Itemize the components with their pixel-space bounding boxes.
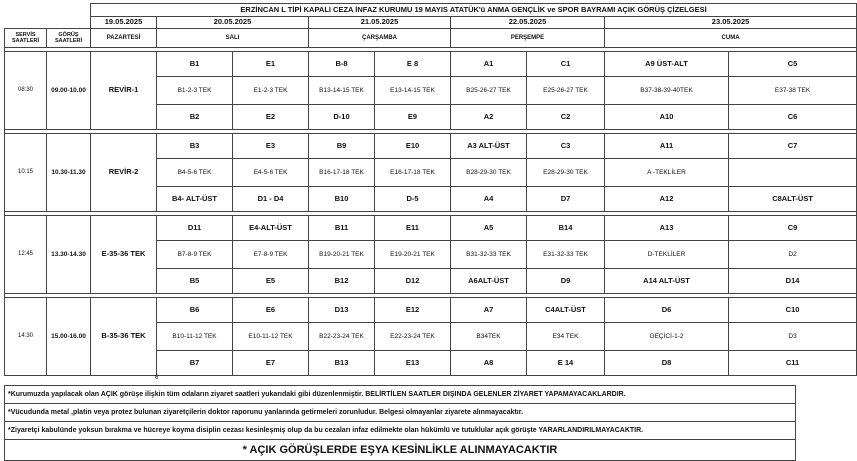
schedule-row <box>5 298 857 323</box>
ward-cell: E6 <box>233 298 309 323</box>
ward-cell: B-8 <box>309 52 375 77</box>
ward-cell: D7 <box>527 187 605 212</box>
ward-cell: B10-11-12 TEK <box>157 323 233 351</box>
ward-cell: D3 <box>729 323 857 351</box>
note-discipline: *Ziyaretçi kabulünde yoksun bırakma ve hücreye koyma disiplin cezası kesinleşmiş olup da bu cezaları infaz edilmekte olan hükümlü ve tutuklular açık görüşte YARARLANDIRILMAYACAKTIR. <box>5 422 795 440</box>
ward-cell: C8ALT-ÜST <box>729 187 857 212</box>
ward-cell: B28-29-30 TEK <box>451 159 527 187</box>
schedule-row <box>5 134 857 159</box>
ward-cell: A -TEKLİLER <box>605 159 729 187</box>
ward-cell: GEÇİCİ-1-2 <box>605 323 729 351</box>
ward-cell: E11 <box>375 216 451 241</box>
ward-cell: E2 <box>233 105 309 130</box>
ward-cell: A11 <box>605 134 729 159</box>
ward-cell: E19-20-21 TEK <box>375 241 451 269</box>
notes-box <box>4 385 796 461</box>
ward-cell: C1 <box>527 52 605 77</box>
ward-cell: C11 <box>729 351 857 376</box>
ward-cell: D12 <box>375 269 451 294</box>
ward-cell: E1 <box>233 52 309 77</box>
ward-cell: E5 <box>233 269 309 294</box>
ward-cell: E13-14-15 TEK <box>375 77 451 105</box>
day-friday: CUMA <box>605 29 857 48</box>
ward-cell: A4 <box>451 187 527 212</box>
ward-cell: A5 <box>451 216 527 241</box>
ward-cell: D13 <box>309 298 375 323</box>
ward-cell: D14 <box>729 269 857 294</box>
ward-cell: E3 <box>233 134 309 159</box>
unit-name: REVİR-2 <box>91 134 157 212</box>
unit-name: E-35-36 TEK <box>91 216 157 294</box>
ward-cell: B13-14-15 TEK <box>309 77 375 105</box>
gorus-header: GÖRÜŞ SAATLERİ <box>47 29 91 48</box>
ward-cell: A9 ÜST-ALT <box>605 52 729 77</box>
ward-cell: B25-26-27 TEK <box>451 77 527 105</box>
day-wednesday: ÇARŞAMBA <box>309 29 451 48</box>
ward-cell: B3 <box>157 134 233 159</box>
servis-header: SERVİS SAATLERİ <box>5 29 47 48</box>
corner-blank <box>5 17 91 29</box>
schedule-table <box>4 3 857 376</box>
visit-time: 15.00-16.00 <box>47 298 91 376</box>
note-visiting-hours: *Kurumuzda yapılacak olan AÇIK görüşe ilişkin tüm odaların ziyaret saatleri yukarıdaki gibi düzenlenmiştir. BELİRTİLEN SAATLER DIŞINDA GELENLER ZİYARET YAPAMAYACAKLARDIR. <box>5 386 795 404</box>
ward-cell: B14 <box>527 216 605 241</box>
ward-cell: D-10 <box>309 105 375 130</box>
ward-cell: A2 <box>451 105 527 130</box>
ward-cell: B10 <box>309 187 375 212</box>
ward-cell: C2 <box>527 105 605 130</box>
ward-cell: D-TEKLİLER <box>605 241 729 269</box>
schedule-sheet <box>4 3 813 456</box>
date-thursday: 22.05.2025 <box>451 17 605 29</box>
ward-cell: B1-2-3 TEK <box>157 77 233 105</box>
date-friday: 23.05.2025 <box>605 17 857 29</box>
ward-cell: E10 <box>375 134 451 159</box>
ward-cell: E1-2-3 TEK <box>233 77 309 105</box>
ward-cell: D-5 <box>375 187 451 212</box>
day-thursday: PERŞEMPE <box>451 29 605 48</box>
ward-cell: C4ALT-ÜST <box>527 298 605 323</box>
ward-cell <box>729 159 857 187</box>
ward-cell: C6 <box>729 105 857 130</box>
visit-time: 13.30-14.30 <box>47 216 91 294</box>
ward-cell: B37-38-39-40TEK <box>605 77 729 105</box>
ward-cell: C5 <box>729 52 857 77</box>
ward-cell: E4-5-6 TEK <box>233 159 309 187</box>
ward-cell: E 14 <box>527 351 605 376</box>
page-number: 6 <box>155 375 159 381</box>
date-monday: 19.05.2025 <box>91 17 157 29</box>
ward-cell: E9 <box>375 105 451 130</box>
ward-cell: D9 <box>527 269 605 294</box>
note-medical-report: *Vücudunda metal ,platin veya protez bulunan ziyaretçilerin doktor raporunu yanlarında getirmeleri zorunludur. Belgesi olmayanlar ziyarete alınmayacaktır. <box>5 404 795 422</box>
ward-cell: B11 <box>309 216 375 241</box>
day-tuesday: SALI <box>157 29 309 48</box>
page-title: ERZİNCAN L TİPİ KAPALI CEZA İNFAZ KURUMU 19 MAYIS ATATÜK'ü ANMA GENÇLİK ve SPOR BAYRAMI AÇIK GÖRÜŞ ÇİZELGESİ <box>91 4 857 17</box>
ward-cell: D11 <box>157 216 233 241</box>
unit-name: REVİR-1 <box>91 52 157 130</box>
ward-cell: D1 - D4 <box>233 187 309 212</box>
ward-cell: B4- ALT-ÜST <box>157 187 233 212</box>
visit-time: 10.30-11.30 <box>47 134 91 212</box>
ward-cell: B2 <box>157 105 233 130</box>
ward-cell: B16-17-18 TEK <box>309 159 375 187</box>
ward-cell: C3 <box>527 134 605 159</box>
ward-cell: E22-23-24 TEK <box>375 323 451 351</box>
ward-cell: D2 <box>729 241 857 269</box>
ward-cell: C10 <box>729 298 857 323</box>
ward-cell: A7 <box>451 298 527 323</box>
ward-cell: B22-23-24 TEK <box>309 323 375 351</box>
day-monday: PAZARTESİ <box>91 29 157 48</box>
ward-cell: C7 <box>729 134 857 159</box>
ward-cell: E34 TEK <box>527 323 605 351</box>
ward-cell: E4-ALT-ÜST <box>233 216 309 241</box>
date-tuesday: 20.05.2025 <box>157 17 309 29</box>
ward-cell: E12 <box>375 298 451 323</box>
note-no-items: * AÇIK GÖRÜŞLERDE EŞYA KESİNLİKLE ALINMAYACAKTIR <box>242 444 558 456</box>
ward-cell: B9 <box>309 134 375 159</box>
ward-cell: B12 <box>309 269 375 294</box>
ward-cell: B34TEK <box>451 323 527 351</box>
ward-cell: A8 <box>451 351 527 376</box>
servis-time: 08:30 <box>5 52 47 130</box>
ward-cell: E7-8-9 TEK <box>233 241 309 269</box>
ward-cell: E13 <box>375 351 451 376</box>
ward-cell: A10 <box>605 105 729 130</box>
ward-cell: D6 <box>605 298 729 323</box>
servis-time: 12:45 <box>5 216 47 294</box>
ward-cell: E 8 <box>375 52 451 77</box>
ward-cell: B5 <box>157 269 233 294</box>
date-wednesday: 21.05.2025 <box>309 17 451 29</box>
ward-cell: A14 ALT-ÜST <box>605 269 729 294</box>
schedule-row <box>5 216 857 241</box>
ward-cell: B13 <box>309 351 375 376</box>
ward-cell: E37-38 TEK <box>729 77 857 105</box>
servis-time: 14:30 <box>5 298 47 376</box>
ward-cell: E31-32-33 TEK <box>527 241 605 269</box>
servis-time: 10:15 <box>5 134 47 212</box>
ward-cell: C9 <box>729 216 857 241</box>
ward-cell: E16-17-18 TEK <box>375 159 451 187</box>
ward-cell: A6ALT-ÜST <box>451 269 527 294</box>
ward-cell: B19-20-21 TEK <box>309 241 375 269</box>
ward-cell: A1 <box>451 52 527 77</box>
ward-cell: E25-26-27 TEK <box>527 77 605 105</box>
ward-cell: B7-8-9 TEK <box>157 241 233 269</box>
unit-name: B-35-36 TEK <box>91 298 157 376</box>
ward-cell: B1 <box>157 52 233 77</box>
ward-cell: B6 <box>157 298 233 323</box>
ward-cell: B4-5-6 TEK <box>157 159 233 187</box>
schedule-row <box>5 52 857 77</box>
ward-cell: E7 <box>233 351 309 376</box>
ward-cell: A13 <box>605 216 729 241</box>
corner-blank <box>5 4 91 17</box>
ward-cell: A3 ALT-ÜST <box>451 134 527 159</box>
ward-cell: B31-32-33 TEK <box>451 241 527 269</box>
ward-cell: A12 <box>605 187 729 212</box>
visit-time: 09.00-10.00 <box>47 52 91 130</box>
ward-cell: B7 <box>157 351 233 376</box>
ward-cell: D8 <box>605 351 729 376</box>
ward-cell: E28-29-30 TEK <box>527 159 605 187</box>
ward-cell: E10-11-12 TEK <box>233 323 309 351</box>
